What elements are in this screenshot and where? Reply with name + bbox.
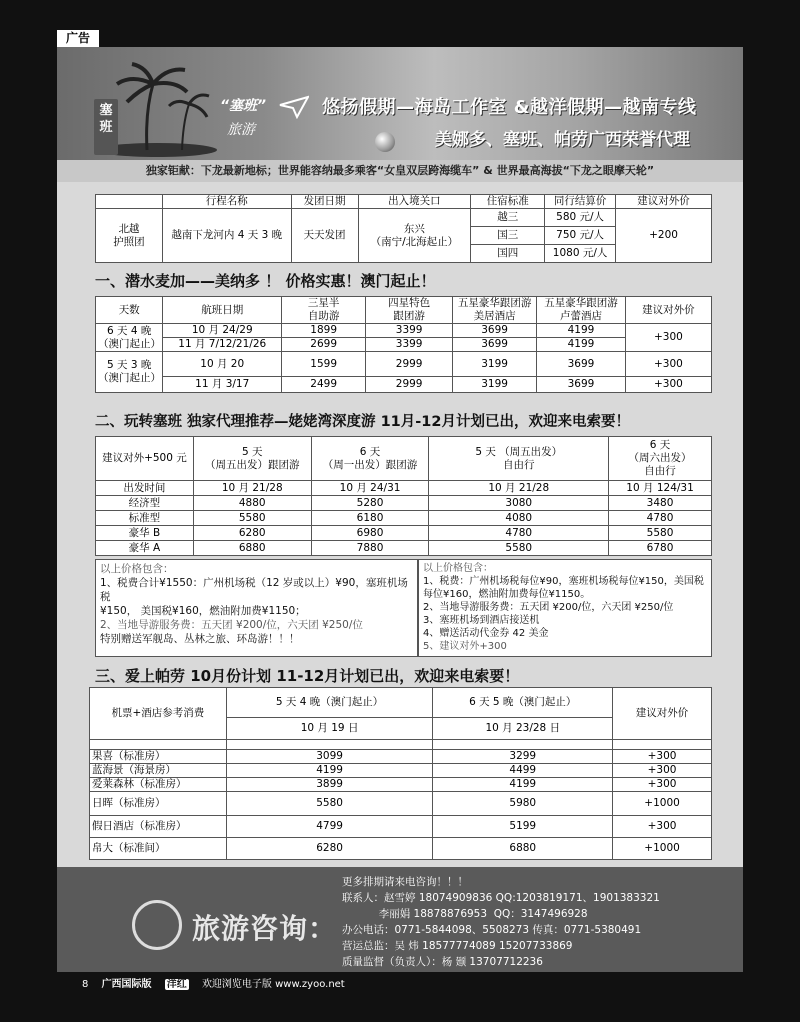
brand-name: 广西国际版 xyxy=(101,979,152,990)
footer-title: 旅游咨询： xyxy=(192,912,338,945)
table-cell: +300 xyxy=(625,352,711,377)
saipan-notes-left xyxy=(95,559,418,657)
paper-plane-icon xyxy=(279,95,309,119)
table-cell: 10 月 124/31 xyxy=(609,481,712,496)
table-cell: 2999 xyxy=(366,352,453,377)
table-header: 5 天 （周五出发）跟团游 xyxy=(193,437,311,481)
table-cell: 6780 xyxy=(609,541,712,556)
table-cell: 4880 xyxy=(193,496,311,511)
table-cell: 5280 xyxy=(311,496,429,511)
table-cell: 日晖（标准房） xyxy=(90,792,227,816)
note-line: 3、塞班机场到酒店接送机 xyxy=(423,615,540,626)
table-cell: 越南下龙河内 4 天 3 晚 xyxy=(162,209,291,263)
table-cell: 10 月 21/28 xyxy=(429,481,609,496)
table-cell: 5580 xyxy=(609,526,712,541)
table-header: 建议对外价 xyxy=(616,195,712,209)
page-bar xyxy=(57,975,743,995)
section-title-manado: 一、潜水麦加——美纳多 ！ 价格实惠！澳门起止！ xyxy=(95,272,436,290)
contact-line: 营运总监：吴 炜 18577774089 15207733869 xyxy=(342,940,573,952)
note-line: 2、当地导游服务费：五天团 ¥200/位，六天团 ¥250/位 xyxy=(423,602,674,613)
bubble-icon xyxy=(375,132,395,152)
table-cell: 爱莱森林（标准房） xyxy=(90,778,227,792)
note-line: ¥150， 美国税¥160，燃油附加费¥1150； xyxy=(100,605,306,617)
table-cell: +200 xyxy=(616,209,712,263)
note-line: 4、赠送活动代金券 42 美金 xyxy=(423,628,549,639)
table-header: 6 天 5 晚（澳门起止） xyxy=(433,688,613,718)
table-cell: 7880 xyxy=(311,541,429,556)
table-cell: 6 天 4 晚 （澳门起止） xyxy=(96,324,163,352)
table-cell: 4499 xyxy=(433,764,613,778)
table-cell: 3299 xyxy=(433,750,613,764)
table-cell: 国四 xyxy=(471,245,545,263)
table-cell: 4080 xyxy=(429,511,609,526)
table-cell xyxy=(226,740,433,750)
contact-line: 联系人：赵雪婷 18074909836 QQ:1203819171、1901383321 xyxy=(342,892,660,904)
table-cell: 4199 xyxy=(433,778,613,792)
table-header: 五星豪华跟团游 卢蕾酒店 xyxy=(537,297,626,324)
table-cell: 4199 xyxy=(537,338,626,352)
table-header: 建议对外价 xyxy=(625,297,711,324)
table-cell: 10 月 24/31 xyxy=(311,481,429,496)
note-line: 2、当地导游服务费：五天团 ¥200/位，六天团 ¥250/位 xyxy=(100,619,363,631)
note-line: 5、建议对外+300 xyxy=(423,641,507,652)
brand-logo: 洋红 xyxy=(166,979,187,990)
table-header: 5 天 4 晚（澳门起止） xyxy=(226,688,433,718)
table-cell: 10 月 21/28 xyxy=(193,481,311,496)
table-cell: 出发时间 xyxy=(96,481,194,496)
table-cell: +300 xyxy=(625,377,711,393)
table-cell: 3480 xyxy=(609,496,712,511)
saipan-table xyxy=(95,436,712,556)
table-cell: 10 月 24/29 xyxy=(163,324,282,338)
table-cell: 6180 xyxy=(311,511,429,526)
table-cell: 5580 xyxy=(429,541,609,556)
table-cell: 蓝海景（海景房） xyxy=(90,764,227,778)
table-cell: 3199 xyxy=(453,377,537,393)
table-cell: 2699 xyxy=(282,338,366,352)
table-cell: 1080 元/人 xyxy=(545,245,616,263)
table-cell: 1899 xyxy=(282,324,366,338)
table-cell: 2499 xyxy=(282,377,366,393)
table-cell: 4780 xyxy=(429,526,609,541)
site-link[interactable]: 欢迎浏览电子版 www.zyoo.net xyxy=(201,979,345,990)
table-cell: 越三 xyxy=(471,209,545,227)
table-cell: 1599 xyxy=(282,352,366,377)
table-cell: 东兴 （南宁/北海起止） xyxy=(358,209,471,263)
table-cell: 3899 xyxy=(226,778,433,792)
section-title-palau: 三、爱上帕劳 10月份计划 11-12月计划已出，欢迎来电索要！ xyxy=(95,667,520,685)
note-line: 以上价格包含： xyxy=(423,563,493,574)
table-cell: 帛大（标准间） xyxy=(90,838,227,860)
table-cell: 3080 xyxy=(429,496,609,511)
table-cell: 5 天 3 晚 （澳门起止） xyxy=(96,352,163,393)
table-cell: 5980 xyxy=(433,792,613,816)
table-cell: 北越 护照团 xyxy=(96,209,163,263)
saipan-notes-right xyxy=(418,559,712,657)
table-cell: 4199 xyxy=(537,324,626,338)
table-cell: 3699 xyxy=(537,377,626,393)
table-cell: 3099 xyxy=(226,750,433,764)
vietnam-table xyxy=(95,194,712,263)
contact-line: 质量监督（负责人）：杨 颋 13707712236 xyxy=(342,956,543,968)
footer xyxy=(57,867,743,972)
table-cell: 6280 xyxy=(226,838,433,860)
saipan-badge: 塞班 xyxy=(94,99,118,155)
table-header: 发团日期 xyxy=(291,195,358,209)
table-header: 6 天 （周一出发）跟团游 xyxy=(311,437,429,481)
note-line: 特别赠送军舰岛、丛林之旅、环岛游！！！ xyxy=(100,633,300,645)
table-cell: 天天发团 xyxy=(291,209,358,263)
table-header: 机票+酒店参考消费 xyxy=(90,688,227,740)
table-cell: 6980 xyxy=(311,526,429,541)
table-cell: 6280 xyxy=(193,526,311,541)
table-header: 同行结算价 xyxy=(545,195,616,209)
table-header: 住宿标准 xyxy=(471,195,545,209)
table-header: 建议对外+500 元 xyxy=(96,437,194,481)
table-cell: 3399 xyxy=(366,324,453,338)
table-header: 四星特色 跟团游 xyxy=(366,297,453,324)
table-header: 五星豪华跟团游 美居酒店 xyxy=(453,297,537,324)
table-cell: 4780 xyxy=(609,511,712,526)
table-header: 天数 xyxy=(96,297,163,324)
table-cell: 3699 xyxy=(453,338,537,352)
table-cell: 3699 xyxy=(453,324,537,338)
table-cell: +300 xyxy=(613,778,712,792)
table-cell: 假日酒店（标准房） xyxy=(90,816,227,838)
contact-line: 李丽娟 18878876953 QQ：3147496928 xyxy=(342,908,588,920)
table-cell: 5199 xyxy=(433,816,613,838)
palau-table xyxy=(89,687,712,860)
table-cell: 6880 xyxy=(193,541,311,556)
table-header: 建议对外价 xyxy=(613,688,712,740)
banner xyxy=(57,47,743,160)
table-cell: 3199 xyxy=(453,352,537,377)
section-title-saipan: 二、玩转塞班 独家代理推荐—姥姥湾深度游 11月-12月计划已出，欢迎来电索要！ xyxy=(95,414,630,430)
table-cell xyxy=(90,740,227,750)
table-cell: 豪华 A xyxy=(96,541,194,556)
table-cell xyxy=(433,740,613,750)
table-cell: 标准型 xyxy=(96,511,194,526)
table-cell: 580 元/人 xyxy=(545,209,616,227)
table-cell: 10 月 23/28 日 xyxy=(433,718,613,740)
note-line: 1、税费合计¥1550：广州机场税（12 岁或以上）¥90，塞班机场税 xyxy=(100,577,408,603)
manado-table xyxy=(95,296,712,393)
table-cell xyxy=(613,740,712,750)
table-cell: +300 xyxy=(613,750,712,764)
table-cell: 4799 xyxy=(226,816,433,838)
table-header: 三星半 自助游 xyxy=(282,297,366,324)
table-cell: 豪华 B xyxy=(96,526,194,541)
page-number: 8 xyxy=(82,979,89,990)
table-cell: 5580 xyxy=(193,511,311,526)
table-cell: +300 xyxy=(625,324,711,352)
table-cell: +1000 xyxy=(613,792,712,816)
exclusive-offer: 独家钜献：下龙最新地标；世界能容纳最多乘客“女皇双层跨海缆车” & 世界最高海拔“下龙之眼摩天轮” xyxy=(57,160,743,182)
phone-icon xyxy=(132,900,182,950)
table-cell: +300 xyxy=(613,764,712,778)
note-line: 1、税费：广州机场税每位¥90，塞班机场税每位¥150，美国税 xyxy=(423,576,704,587)
table-cell: 国三 xyxy=(471,227,545,245)
contact-line: 更多排期请来电咨询！！！ xyxy=(342,876,468,888)
table-cell: 6880 xyxy=(433,838,613,860)
table-cell: +1000 xyxy=(613,838,712,860)
table-cell: 10 月 19 日 xyxy=(226,718,433,740)
table-cell: +300 xyxy=(613,816,712,838)
table-cell: 经济型 xyxy=(96,496,194,511)
table-cell: 11 月 3/17 xyxy=(163,377,282,393)
banner-subtitle: 美娜多、塞班、帕劳广西荣誉代理 xyxy=(435,130,690,150)
table-header: 6 天 （周六出发） 自由行 xyxy=(609,437,712,481)
table-cell: 果喜（标准房） xyxy=(90,750,227,764)
table-cell: 10 月 20 xyxy=(163,352,282,377)
table-header: 行程名称 xyxy=(162,195,291,209)
table-cell xyxy=(96,195,163,209)
table-cell: 750 元/人 xyxy=(545,227,616,245)
note-line: 以上价格包含： xyxy=(100,563,174,575)
banner-title: 悠扬假期—海岛工作室 &越洋假期—越南专线 xyxy=(322,97,697,118)
note-line: 每位¥160，燃油附加费每位¥1150。 xyxy=(423,589,591,600)
contact-line: 办公电话：0771-5844098、5508273 传真：0771-5380491 xyxy=(342,924,642,936)
table-cell: 5580 xyxy=(226,792,433,816)
slogan-line1: “塞班” xyxy=(220,98,267,114)
table-cell: 4199 xyxy=(226,764,433,778)
table-header: 出入境关口 xyxy=(358,195,471,209)
table-cell: 2999 xyxy=(366,377,453,393)
ad-tag: 广告 xyxy=(57,30,99,47)
table-cell: 3699 xyxy=(537,352,626,377)
table-header: 航班日期 xyxy=(163,297,282,324)
table-cell: 11 月 7/12/21/26 xyxy=(163,338,282,352)
slogan-line2: 旅游 xyxy=(227,122,255,138)
table-cell: 3399 xyxy=(366,338,453,352)
table-header: 5 天 （周五出发） 自由行 xyxy=(429,437,609,481)
